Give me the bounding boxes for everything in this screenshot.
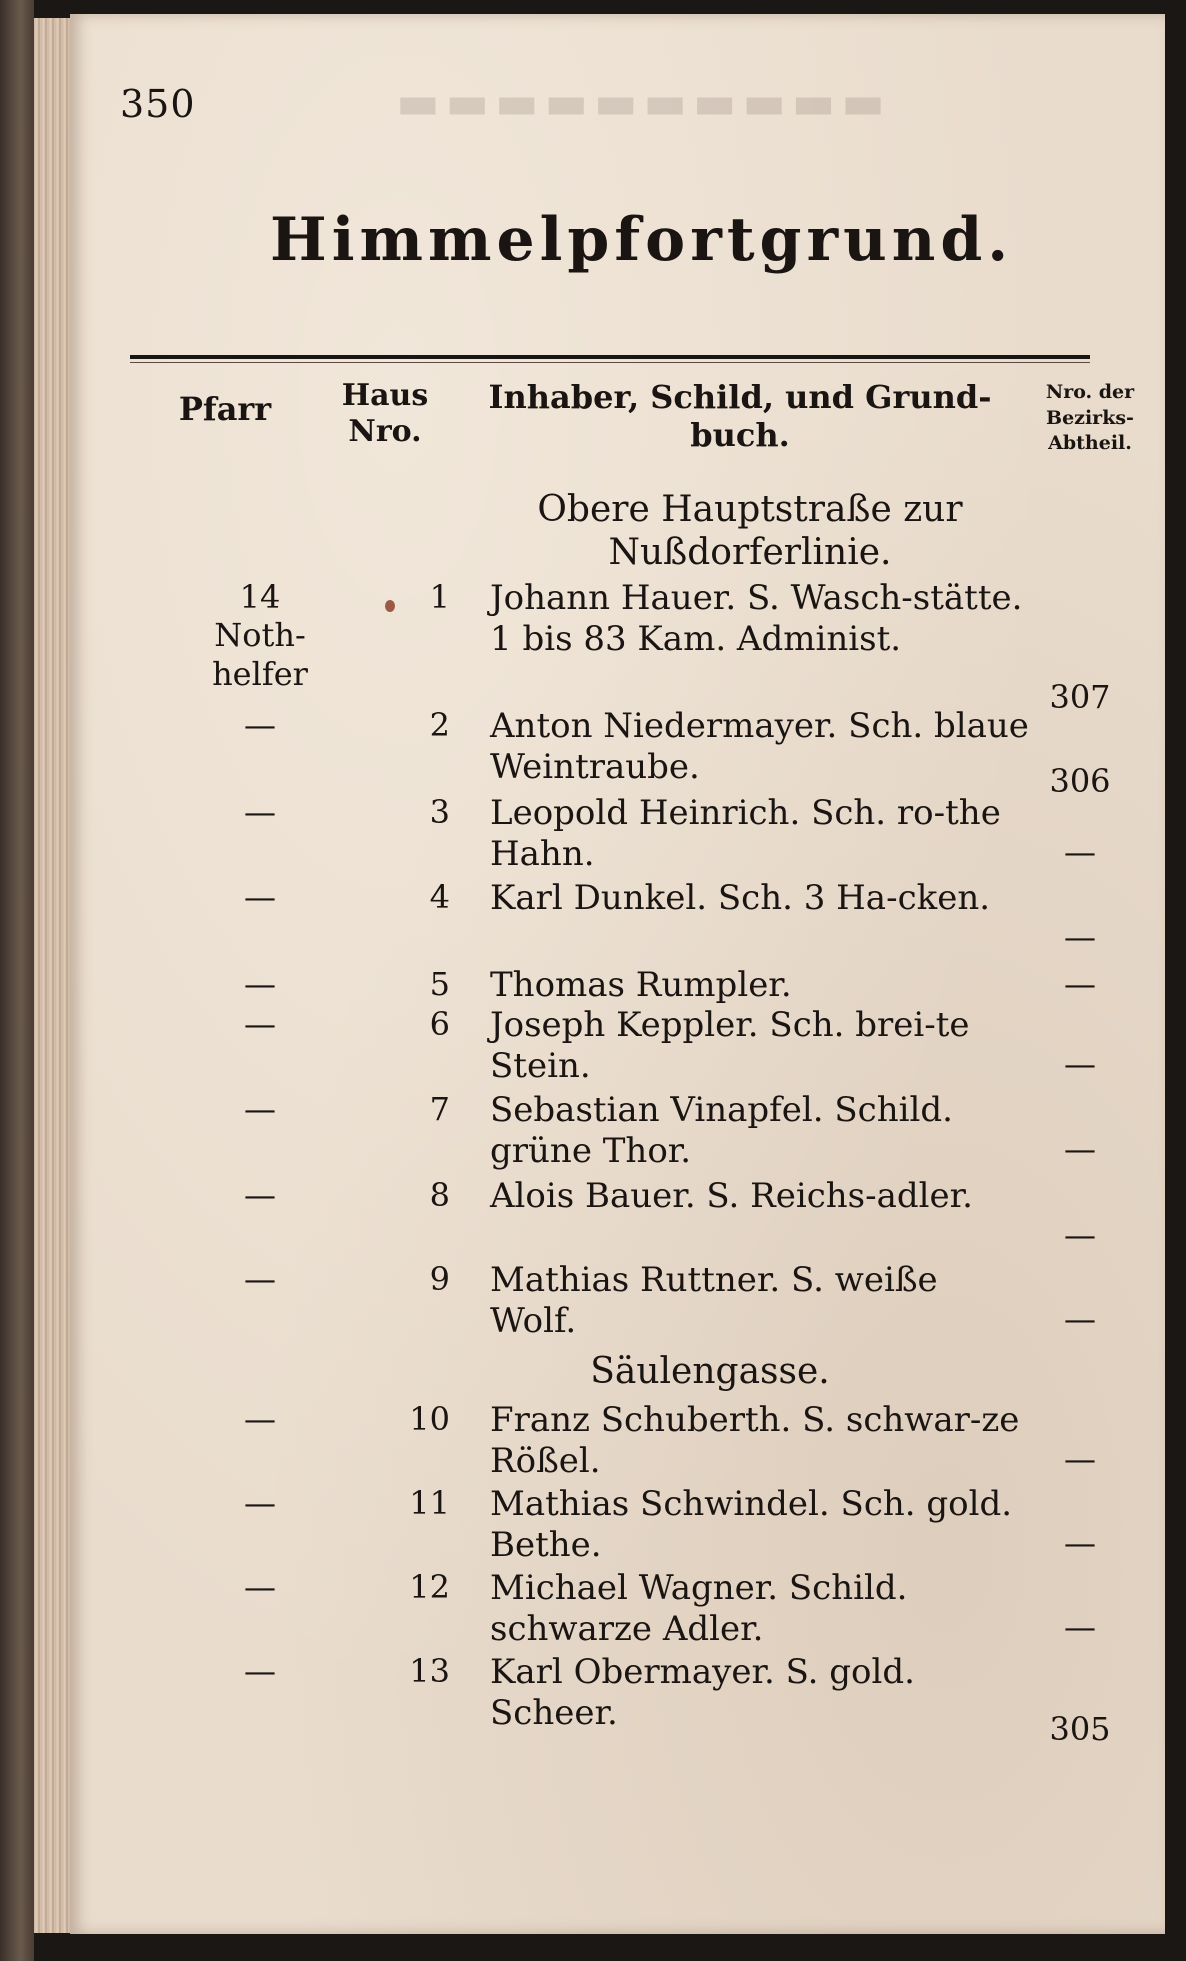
owner-entry-cell: Karl Dunkel. Sch. 3 Ha-cken. — [490, 878, 991, 918]
district-number-cell: — — [1064, 1130, 1096, 1168]
district-number-cell: — — [1064, 1045, 1096, 1083]
house-number-cell: 11 — [409, 1484, 450, 1522]
owner-entry-cell: Karl Obermayer. S. gold. Scheer. — [490, 1652, 915, 1733]
column-header-bezirk: Nro. der Bezirks-Abtheil. — [1045, 381, 1135, 455]
pfarr-cell: — — [244, 1005, 276, 1043]
district-number-cell: — — [1064, 1524, 1096, 1562]
house-number-cell: 13 — [409, 1652, 450, 1690]
house-number-cell: 3 — [429, 793, 450, 831]
district-number-cell: — — [1064, 1300, 1096, 1338]
pfarr-cell: — — [244, 1652, 276, 1690]
previous-page-spine — [0, 0, 34, 1961]
header-rule-thin — [130, 362, 1090, 363]
owner-entry-cell: Johann Hauer. S. Wasch-stätte. 1 bis 83 Kam. Administ. — [490, 578, 1023, 659]
section-heading: Säulengasse. — [590, 1351, 830, 1392]
owner-entry-cell: Mathias Ruttner. S. weiße Wolf. — [490, 1260, 938, 1341]
pfarr-cell: 14 Noth-helfer — [212, 578, 308, 693]
pfarr-cell: — — [244, 1484, 276, 1522]
pfarr-cell: — — [244, 1568, 276, 1606]
house-number-cell: 2 — [429, 706, 450, 744]
house-number-cell: 10 — [409, 1400, 450, 1438]
district-number-cell: 307 — [1049, 678, 1111, 716]
house-number-cell: 9 — [429, 1260, 450, 1298]
district-number-cell: — — [1064, 1216, 1096, 1254]
house-number-cell: 8 — [429, 1176, 450, 1214]
pfarr-cell: — — [244, 878, 276, 916]
district-number-cell: — — [1064, 833, 1096, 871]
district-number-cell: — — [1064, 1440, 1096, 1478]
header-rule — [130, 355, 1090, 359]
owner-entry-cell: Anton Niedermayer. Sch. blaue Weintraube. — [490, 706, 1029, 787]
district-number-cell: — — [1064, 918, 1096, 956]
pfarr-cell: — — [244, 1090, 276, 1128]
house-number-cell: 6 — [429, 1005, 450, 1043]
owner-entry-cell: Sebastian Vinapfel. Schild. grüne Thor. — [490, 1090, 953, 1171]
owner-entry-cell: Alois Bauer. S. Reichs-adler. — [490, 1176, 973, 1216]
pfarr-cell: — — [244, 1400, 276, 1438]
house-number-cell: 7 — [429, 1090, 450, 1128]
house-number-cell: 4 — [429, 878, 450, 916]
owner-entry-cell: Joseph Keppler. Sch. brei-te Stein. — [490, 1005, 970, 1086]
house-number-cell: 1 — [429, 578, 450, 616]
district-number-cell: 305 — [1049, 1710, 1111, 1748]
house-number-cell: 12 — [409, 1568, 450, 1606]
column-header-pfarr: Pfarr — [178, 390, 272, 428]
bleed-through-texture: ▬▬▬▬▬▬▬▬▬▬ — [390, 75, 885, 129]
page-edges — [34, 18, 74, 1933]
owner-entry-cell: Thomas Rumpler. — [490, 965, 792, 1005]
pfarr-cell: — — [244, 706, 276, 744]
page-number: 350 — [120, 82, 196, 126]
section-heading: Obere Hauptstraße zur Nußdorferlinie. — [537, 489, 963, 574]
owner-entry-cell: Leopold Heinrich. Sch. ro-the Hahn. — [490, 793, 1001, 874]
pfarr-cell: — — [244, 1176, 276, 1214]
district-number-cell: — — [1064, 1608, 1096, 1646]
column-header-haus-nro: Haus Nro. — [341, 378, 429, 449]
pfarr-cell: — — [244, 1260, 276, 1298]
district-number-cell: — — [1064, 965, 1096, 1003]
owner-entry-cell: Michael Wagner. Schild. schwarze Adler. — [490, 1568, 908, 1649]
pfarr-cell: — — [244, 965, 276, 1003]
house-number-cell: 5 — [429, 965, 450, 1003]
owner-entry-cell: Franz Schuberth. S. schwar-ze Rößel. — [490, 1400, 1020, 1481]
column-header-inhaber: Inhaber, Schild, und Grund-buch. — [488, 378, 992, 455]
owner-entry-cell: Mathias Schwindel. Sch. gold. Bethe. — [490, 1484, 1013, 1565]
pfarr-cell: — — [244, 793, 276, 831]
page-title: Himmelpfortgrund. — [270, 205, 1014, 275]
district-number-cell: 306 — [1049, 762, 1111, 800]
